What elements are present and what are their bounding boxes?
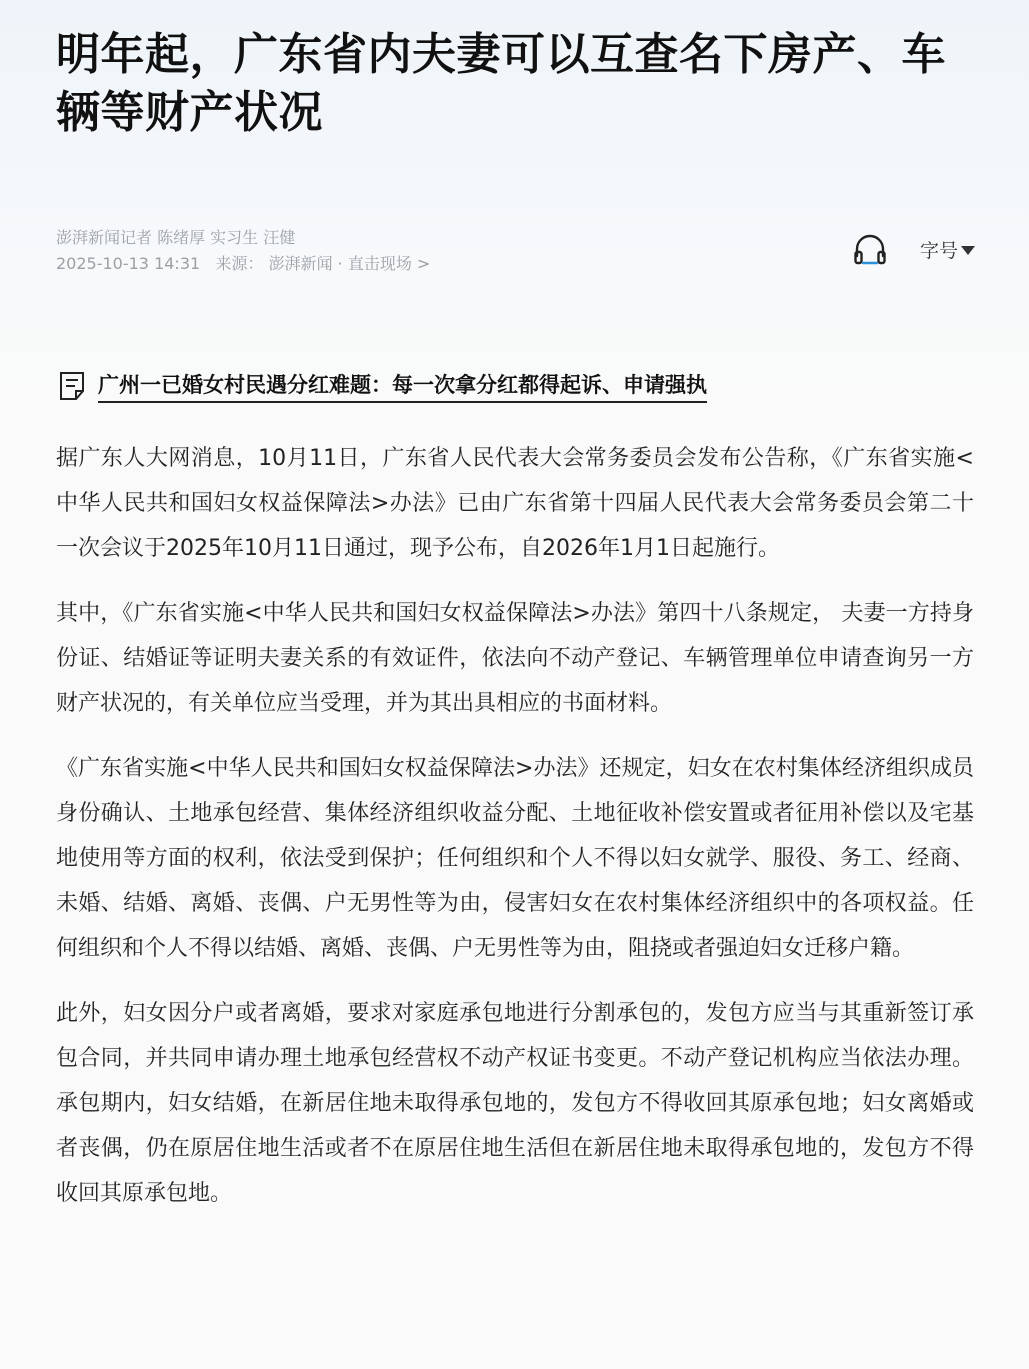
- related-article-title[interactable]: 广州一已婚女村民遇分红难题：每一次拿分红都得起诉、申请强执: [98, 369, 707, 403]
- article-tools: [852, 232, 982, 266]
- publish-date: 2025-10-13 14:31: [56, 254, 201, 273]
- article-body: [56, 436, 974, 1236]
- caret-down-icon: [961, 246, 975, 255]
- paragraph-3: 《广东省实施<中华人民共和国妇女权益保障法>办法》还规定，妇女在农村集体经济组织成员身份确认、土地承包经营、集体经济组织收益分配、土地征收补偿安置或者征用补偿以及宅基地使用等方面的权利，依法受到保护；任何组织和个人不得以妇女就学、服役、务工、经商、未婚、结婚、离婚、丧偶、户无男性等为由，侵害妇女在农村集体经济组织中的各项权益。任何组织和个人不得以结婚、离婚、丧偶、户无男性等为由，阻挠或者强迫妇女迁移户籍。: [56, 756, 974, 961]
- font-size-button[interactable]: [920, 236, 975, 263]
- headphone-icon[interactable]: [852, 232, 888, 266]
- source-link[interactable]: 澎湃新闻 · 直击现场 >: [268, 254, 431, 273]
- document-icon: [58, 371, 86, 401]
- source-label: 来源：: [215, 254, 264, 273]
- font-size-label: 字号: [920, 240, 959, 262]
- byline: [56, 225, 430, 277]
- meta-line: [56, 251, 430, 277]
- paragraph-1: 据广东人大网消息，10月11日，广东省人民代表大会常务委员会发布公告称，《广东省实施<中华人民共和国妇女权益保障法>办法》已由广东省第十四届人民代表大会常务委员会第二十一次会议于2025年10月11日通过，现予公布，自2026年1月1日起施行。: [56, 446, 974, 561]
- reporter-line: 澎湃新闻记者 陈绪厚 实习生 汪健: [56, 228, 296, 247]
- article-title: 明年起，广东省内夫妻可以互查名下房产、车辆等财产状况: [56, 29, 946, 138]
- paragraph-4: 此外，妇女因分户或者离婚，要求对家庭承包地进行分割承包的，发包方应当与其重新签订承包合同，并共同申请办理土地承包经营权不动产权证书变更。不动产登记机构应当依法办理。承包期内，妇女结婚，在新居住地未取得承包地的，发包方不得收回其原承包地；妇女离婚或者丧偶，仍在原居住地生活或者不在原居住地生活但在新居住地未取得承包地的，发包方不得收回其原承包地。: [56, 1001, 974, 1206]
- paragraph-2: 其中，《广东省实施<中华人民共和国妇女权益保障法>办法》第四十八条规定， 夫妻一方持身份证、结婚证等证明夫妻关系的有效证件，依法向不动产登记、车辆管理单位申请查询另一方财产状况的，有关单位应当受理，并为其出具相应的书面材料。: [56, 601, 974, 716]
- related-article-link[interactable]: [58, 368, 707, 404]
